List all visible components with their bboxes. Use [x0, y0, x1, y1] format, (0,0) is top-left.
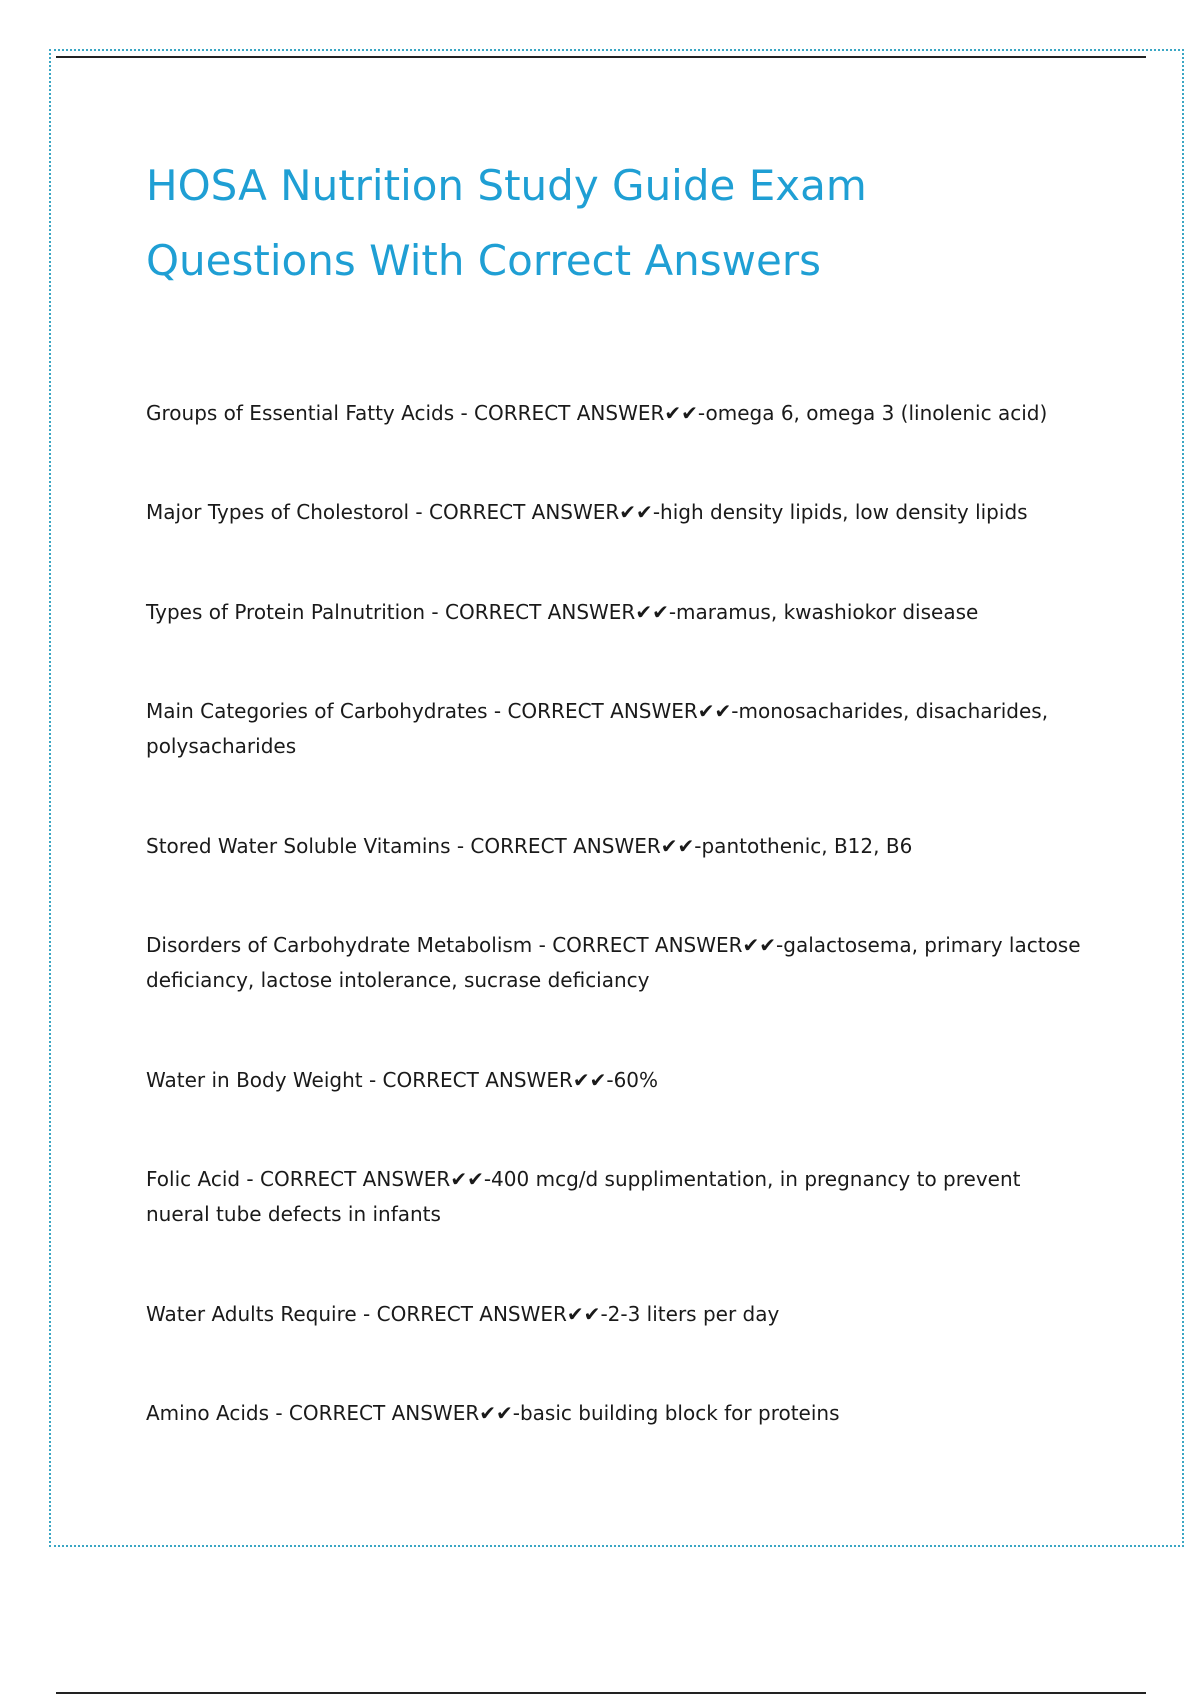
qa-item-folic-acid: Folic Acid - CORRECT ANSWER✔✔-400 mcg/d supplimentation, in pregnancy to prevent nueral tube defects in infants: [146, 1167, 1021, 1226]
qa-item-water-body-weight: Water in Body Weight - CORRECT ANSWER✔✔-60%: [146, 1068, 659, 1092]
qa-item-amino-acids: Amino Acids - CORRECT ANSWER✔✔-basic building block for proteins: [146, 1401, 840, 1425]
qa-item-carbohydrate-metabolism-disorders: Disorders of Carbohydrate Metabolism - CORRECT ANSWER✔✔-galactosema, primary lactose deficiancy, lactose intolerance, sucrase deficiancy: [146, 933, 1081, 992]
qa-item-protein-malnutrition: Types of Protein Palnutrition - CORRECT ANSWER✔✔-maramus, kwashiokor disease: [146, 600, 979, 624]
qa-item-water-requirement: Water Adults Require - CORRECT ANSWER✔✔-2-3 liters per day: [146, 1302, 780, 1326]
document-title: HOSA Nutrition Study Guide Exam Questions With Correct Answers: [146, 161, 867, 285]
bottom-rule: [56, 1692, 1146, 1694]
qa-item-water-soluble-vitamins: Stored Water Soluble Vitamins - CORRECT ANSWER✔✔-pantothenic, B12, B6: [146, 834, 913, 858]
qa-item-carbohydrate-categories: Main Categories of Carbohydrates - CORRECT ANSWER✔✔-monosacharides, disacharides, polysacharides: [146, 699, 1049, 758]
qa-item-essential-fatty-acids: Groups of Essential Fatty Acids - CORRECT ANSWER✔✔-omega 6, omega 3 (linolenic acid): [146, 401, 1048, 425]
qa-item-cholesterol-types: Major Types of Cholestorol - CORRECT ANSWER✔✔-high density lipids, low density lipids: [146, 500, 1028, 524]
